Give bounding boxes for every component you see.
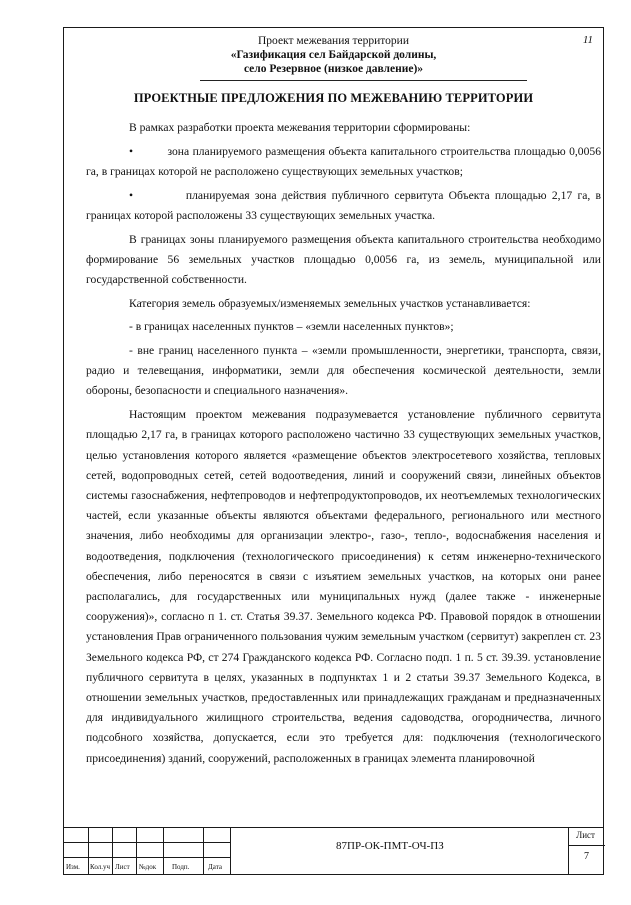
paragraph-category: Категория земель образуемых/изменяемых земельных участков устанавливается: <box>129 296 531 310</box>
document-code: 87ПР-ОК-ПМТ-ОЧ-ПЗ <box>336 840 444 852</box>
section-title: ПРОЕКТНЫЕ ПРЕДЛОЖЕНИЯ ПО МЕЖЕВАНИЮ ТЕРРИТОРИИ <box>133 91 534 105</box>
stamp-label-ndok: №док <box>139 863 157 871</box>
paragraph-intro: В рамках разработки проекта межевания территории сформированы: <box>129 121 471 134</box>
stamp-rule <box>64 842 231 843</box>
document-header <box>64 34 603 76</box>
header-divider <box>200 80 527 81</box>
bullet-icon: • <box>129 188 186 202</box>
stamp-rule <box>569 845 605 846</box>
bullet-icon: • <box>129 144 168 158</box>
header-line-3: село Резервное (низкое давление)» <box>243 63 424 75</box>
bullet-text-1: зона планируемого размещения объекта капитального строительства площадью 0,0056 га, в границах которой не расположено существующих земельных участков; <box>86 144 601 178</box>
stamp-label-list: Лист <box>115 863 130 871</box>
page-frame <box>63 27 604 875</box>
stamp-rule <box>64 857 231 858</box>
stamp-label-data: Дата <box>208 863 222 871</box>
paragraph-inside: - в границах населенных пунктов – «земли населенных пунктов»; <box>129 320 454 334</box>
bullet-text-2: планируемая зона действия публичного сервитута Объекта площадью 2,17 га, в границах которой расположены 33 существующих земельных участка. <box>86 188 601 222</box>
stamp-label-izm: Изм. <box>66 863 80 871</box>
sheet-number: 7 <box>584 851 589 862</box>
header-line-1: Проект межевания территории <box>258 35 409 47</box>
bullet-item-1 <box>86 142 601 182</box>
page-number: 11 <box>582 34 593 46</box>
document-body <box>86 118 601 772</box>
stamp-label-podp: Подп. <box>172 863 190 871</box>
title-block-stamp <box>64 827 603 874</box>
stamp-label-kol: Кол.уч <box>90 863 110 871</box>
sheet-label: Лист <box>576 830 595 840</box>
paragraph-outside: - вне границ населенного пункта – «земли промышленности, энергетики, транспорта, связи, радио и телевещания, информатики, земли для обеспечения космической деятельности, земли обороны, безопасности и специального назначения». <box>86 344 601 398</box>
paragraph-zone: В границах зоны планируемого размещения объекта капитального строительства необходимо формирование 56 земельных участков площадью 0,0056 га, из земель, муниципальной или государственной собственности. <box>86 232 601 286</box>
paragraph-servitude: Настоящим проектом межевания подразумевается установление публичного сервитута площадью 2,17 га, в границах которого расположено частично 33 существующих земельных участков, целью установления которого является «размещение объектов электросетевого хозяйства, тепловых сетей, водопроводных сетей, сетей водоотведения, линий и сооружений связи, линейных объектов системы газоснабжения, нефтепроводов и нефтепродуктопроводов, их неотъемлемых технологических частей, если указанные объекты являются объектами федерального, регионального или местного значения, либо необходимы для организации электро-, газо-, тепло-, водоснабжения населения и водоотведения, подключения (технологического присоединения) к сетям инженерно-технического обеспечения, либо переносятся в связи с изъятием земельных участков, на которых они ранее располагались, для государственных или муниципальных нужд (далее также - инженерные сооружения)», согласно п 1. ст. Статья 39.37. Земельного кодекса РФ. Правовой порядок в отношении установления Прав ограниченного пользования чужим земельным участком (сервитут) закреплен ст. 23 Земельного кодекса РФ, ст 274 Гражданского кодекса РФ. Согласно подп. 1 п. 5 ст. 39.39. установление публичного сервитута в целях, указанных в подпунктах 1 и 2 статьи 39.37 Земельного Кодекса, в отношении земельных участков, предоставленных или принадлежащих гражданам и предназначенных для индивидуального жилищного строительства, ведения садоводства, огородничества, личного подсобного хозяйства, допускается, если это требуется для: подключения (технологического присоединения) зданий, сооружений, расположенных в границах элемента планировочной <box>86 408 601 765</box>
header-line-2: «Газификация сел Байдарской долины, <box>230 49 437 61</box>
bullet-item-2 <box>86 186 601 226</box>
